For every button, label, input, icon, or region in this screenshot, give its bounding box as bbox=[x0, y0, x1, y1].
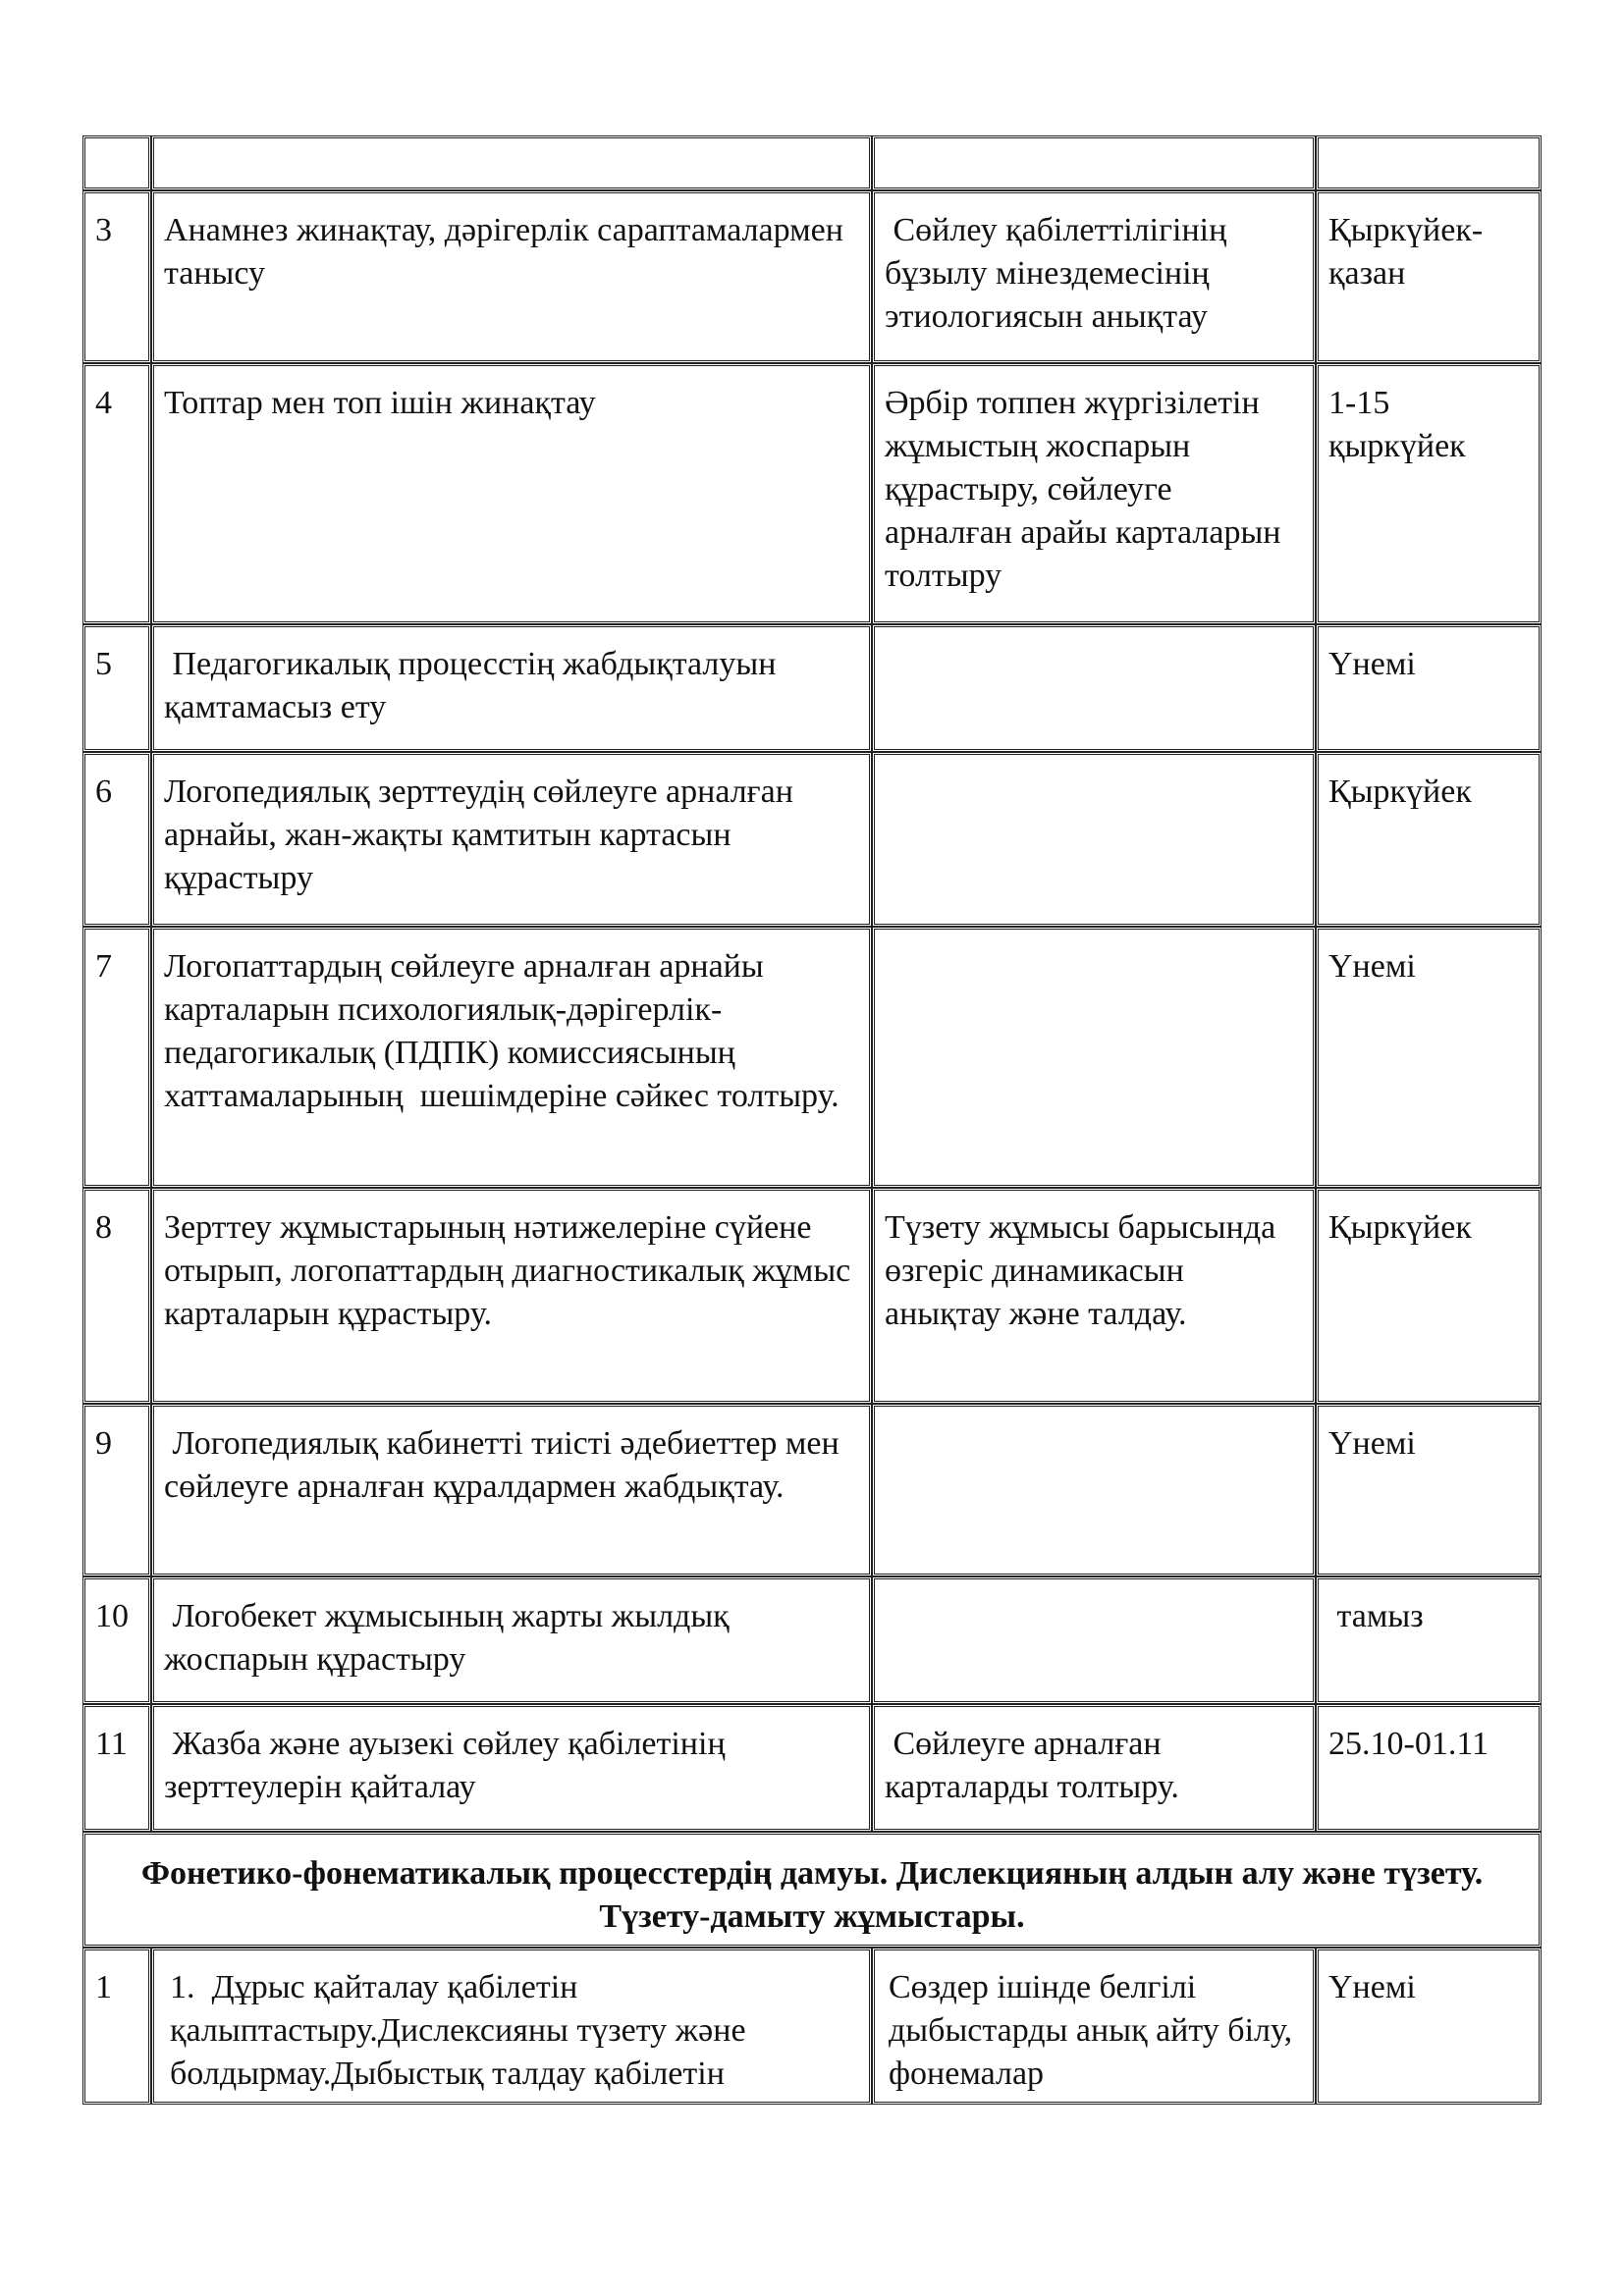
goal-cell bbox=[872, 752, 1316, 927]
table-cell bbox=[1316, 135, 1542, 190]
row-number: 3 bbox=[82, 190, 151, 363]
date-cell: Үнемі bbox=[1316, 1948, 1542, 2105]
goal-cell bbox=[872, 927, 1316, 1188]
work-plan-table bbox=[82, 135, 1542, 2105]
table-row bbox=[82, 190, 1542, 363]
row-number: 8 bbox=[82, 1188, 151, 1404]
row-number: 7 bbox=[82, 927, 151, 1188]
table-cell bbox=[872, 135, 1316, 190]
task-cell: Жазба және ауызекі сөйлеу қабілетінің зерттеулерін қайталау bbox=[151, 1704, 872, 1832]
date-cell: тамыз bbox=[1316, 1576, 1542, 1704]
row-number: 4 bbox=[82, 363, 151, 624]
table-row bbox=[82, 1188, 1542, 1404]
task-cell: 1. Дұрыс қайталау қабілетін қалыптастыру.Дислексияны түзету және болдырмау.Дыбыстық талдау қабілетін bbox=[151, 1948, 872, 2105]
table-row bbox=[82, 1576, 1542, 1704]
row-number: 1 bbox=[82, 1948, 151, 2105]
row-number: 5 bbox=[82, 624, 151, 752]
task-cell: Логобекет жұмысының жарты жылдық жоспарын құрастыру bbox=[151, 1576, 872, 1704]
task-cell: Зерттеу жұмыстарының нәтижелеріне сүйене отырып, логопаттардың диагностикалық жұмыс карталарын құрастыру. bbox=[151, 1188, 872, 1404]
goal-cell bbox=[872, 1404, 1316, 1576]
row-number: 6 bbox=[82, 752, 151, 927]
task-cell: Топтар мен топ ішін жинақтау bbox=[151, 363, 872, 624]
table-row bbox=[82, 752, 1542, 927]
date-cell: 25.10-01.11 bbox=[1316, 1704, 1542, 1832]
table-row-empty bbox=[82, 135, 1542, 190]
date-cell: Қыркүйек bbox=[1316, 1188, 1542, 1404]
goal-cell: Сөйлеу қабілеттілігінің бұзылу мінездемесінің этиологиясын анықтау bbox=[872, 190, 1316, 363]
table-cell bbox=[151, 135, 872, 190]
task-cell: Педагогикалық процесстің жабдықталуын қамтамасыз ету bbox=[151, 624, 872, 752]
row-number: 11 bbox=[82, 1704, 151, 1832]
date-cell: Үнемі bbox=[1316, 624, 1542, 752]
date-cell: Үнемі bbox=[1316, 1404, 1542, 1576]
task-cell: Логопедиялық зерттеудің сөйлеуге арналған арнайы, жан-жақты қамтитын картасын құрастыру bbox=[151, 752, 872, 927]
date-cell: Қыркүйек-қазан bbox=[1316, 190, 1542, 363]
table-row bbox=[82, 1404, 1542, 1576]
table-row bbox=[82, 624, 1542, 752]
date-cell: 1-15 қыркүйек bbox=[1316, 363, 1542, 624]
row-number: 9 bbox=[82, 1404, 151, 1576]
table-row bbox=[82, 927, 1542, 1188]
section-header-row bbox=[82, 1832, 1542, 1948]
goal-cell bbox=[872, 624, 1316, 752]
table-row bbox=[82, 363, 1542, 624]
task-cell: Логопедиялық кабинетті тиісті әдебиеттер мен сөйлеуге арналған құралдармен жабдықтау. bbox=[151, 1404, 872, 1576]
row-number: 10 bbox=[82, 1576, 151, 1704]
table-row bbox=[82, 1948, 1542, 2105]
goal-cell: Сөздер ішінде белгілі дыбыстарды анық айту білу, фонемалар bbox=[872, 1948, 1316, 2105]
goal-cell: Сөйлеуге арналған карталарды толтыру. bbox=[872, 1704, 1316, 1832]
date-cell: Қыркүйек bbox=[1316, 752, 1542, 927]
table-row bbox=[82, 1704, 1542, 1832]
date-cell: Үнемі bbox=[1316, 927, 1542, 1188]
table-cell bbox=[82, 135, 151, 190]
section-title: Фонетико-фонематикалық процесстердің дамуы. Дислекцияның алдын алу және түзету. Түзету-дамыту жұмыстары. bbox=[82, 1832, 1542, 1948]
goal-cell: Әрбір топпен жүргізілетін жұмыстың жоспарын құрастыру, сөйлеуге арналған арайы карталарын толтыру bbox=[872, 363, 1316, 624]
goal-cell bbox=[872, 1576, 1316, 1704]
task-cell: Анамнез жинақтау, дәрігерлік сараптамалармен танысу bbox=[151, 190, 872, 363]
task-cell: Логопаттардың сөйлеуге арналған арнайы карталарын психологиялық-дәрігерлік-педагогикалық (ПДПК) комиссиясының хаттамаларының шешімдеріне сәйкес толтыру. bbox=[151, 927, 872, 1188]
goal-cell: Түзету жұмысы барысында өзгеріс динамикасын анықтау және талдау. bbox=[872, 1188, 1316, 1404]
